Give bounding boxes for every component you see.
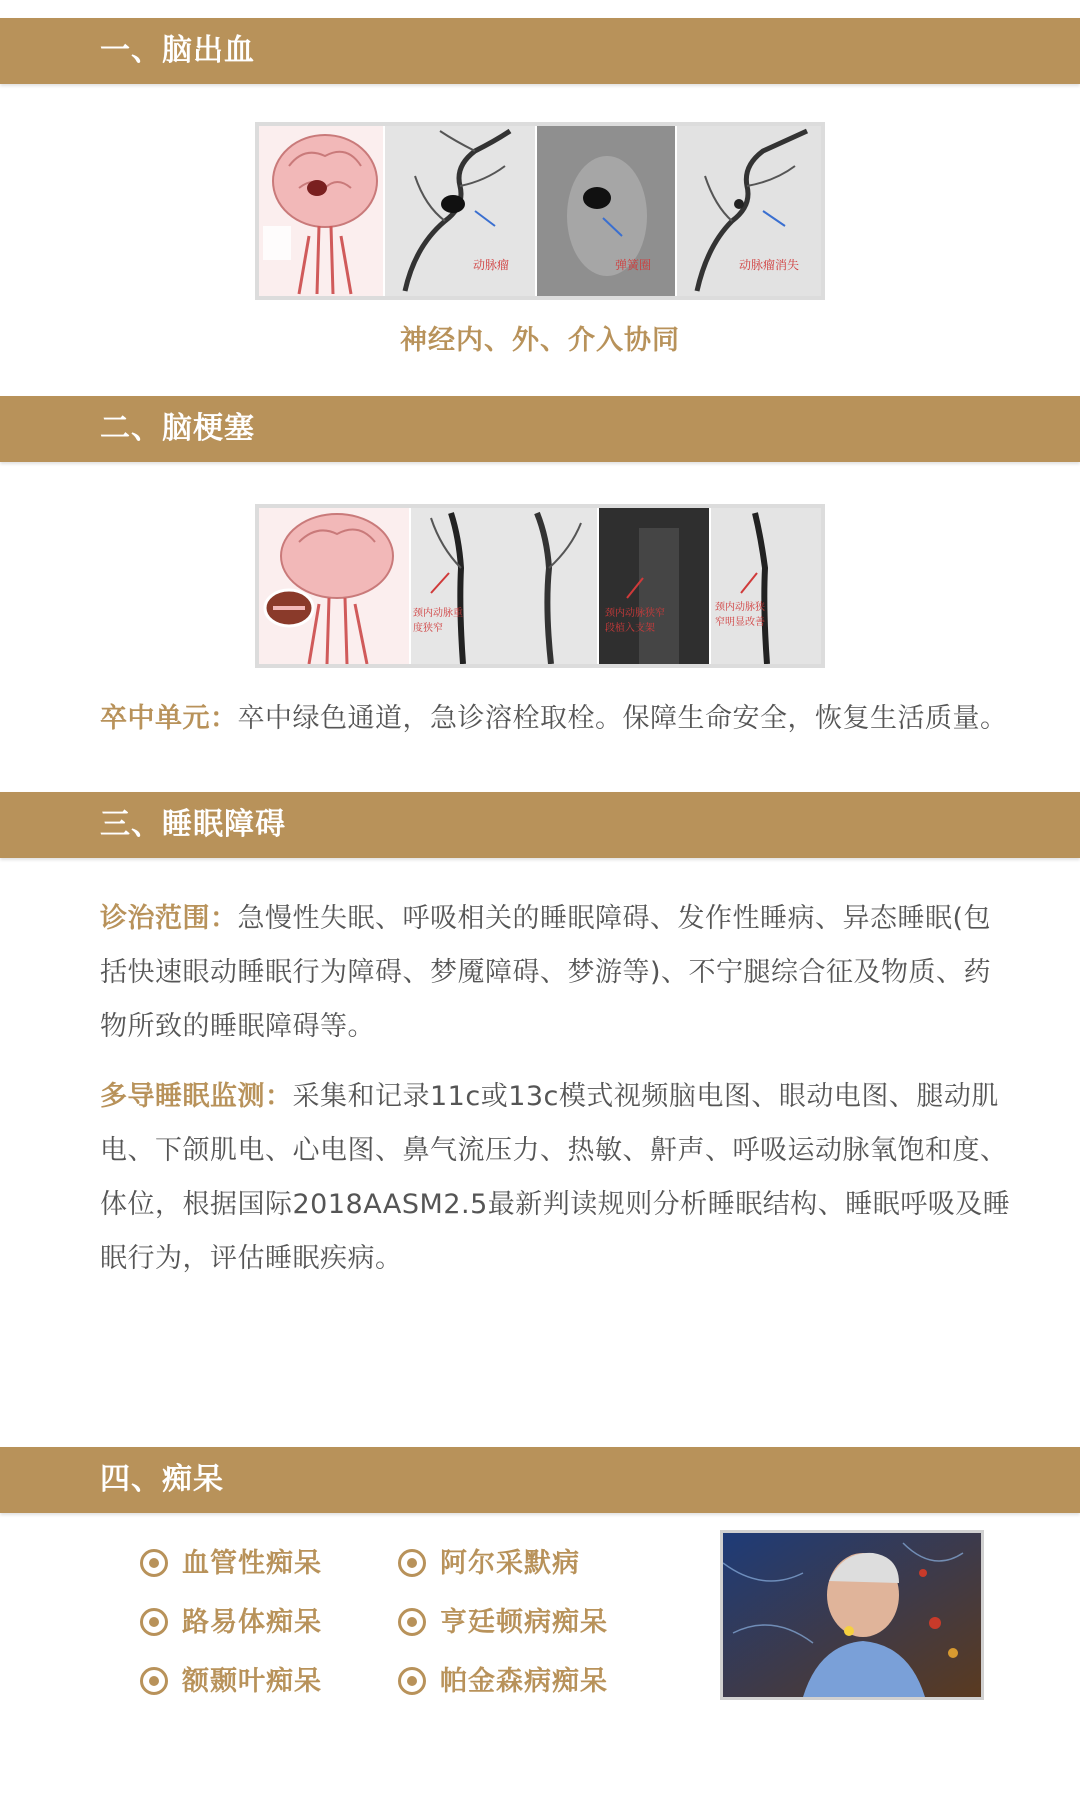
panel-label: 颈内动脉重度狭窄: [413, 608, 463, 634]
infarction-image-strip: [255, 504, 825, 668]
dementia-item: 帕金森病痴呆: [398, 1662, 608, 1702]
dementia-item: 亨廷顿病痴呆: [398, 1603, 608, 1643]
angiogram-resolved: [677, 126, 821, 296]
section-header-1: [0, 18, 1080, 84]
angiogram-improved: [711, 508, 821, 664]
paragraph-body: 急慢性失眠、呼吸相关的睡眠障碍、发作性睡病、异态睡眠(包括快速眼动睡眠行为障碍、梦魇障碍、梦游等)、不宁腿综合征及物质、药物所致的睡眠障碍等。: [100, 903, 992, 1042]
panel-label: 动脉瘤消失: [739, 258, 800, 272]
polysomnography-paragraph: [100, 1070, 1015, 1286]
paragraph-body: 采集和记录11c或13c模式视频脑电图、眼动电图、腿动肌电、下颌肌电、心电图、鼻气流压力、热敏、鼾声、呼吸运动脉氧饱和度、体位，根据国际2018AASM2.5最新判读规则分析睡眠结构、睡眠呼吸及睡眠行为，评估睡眠疾病。: [100, 1081, 1011, 1274]
angiogram-coil: [537, 126, 675, 296]
treatment-scope-paragraph: [100, 892, 1015, 1054]
section-title: 三、睡眠障碍: [100, 807, 286, 842]
section-header-4: [0, 1447, 1080, 1513]
paragraph-lead: 卒中单元：: [100, 703, 238, 734]
hemorrhage-image-strip: [255, 122, 825, 300]
section-title: 二、脑梗塞: [100, 411, 255, 446]
brain-illustration: [259, 126, 383, 296]
panel-label: 颈内动脉狭窄段植入支架: [605, 608, 665, 634]
section-header-2: [0, 396, 1080, 462]
paragraph-lead: 多导睡眠监测：: [100, 1081, 293, 1112]
section-header-3: [0, 792, 1080, 858]
section-title: 一、脑出血: [100, 33, 255, 68]
circle-bullet-icon: [398, 1549, 426, 1577]
dementia-item: 额颞叶痴呆: [140, 1662, 322, 1702]
stroke-unit-paragraph: [100, 692, 1015, 746]
dementia-item: 血管性痴呆: [140, 1544, 322, 1584]
angiogram-aneurysm: [385, 126, 535, 296]
circle-bullet-icon: [140, 1667, 168, 1695]
circle-bullet-icon: [140, 1608, 168, 1636]
dementia-item: 阿尔采默病: [398, 1544, 580, 1584]
panel-label: 弹簧圈: [615, 258, 652, 272]
circle-bullet-icon: [140, 1549, 168, 1577]
angiogram-stent: [599, 508, 709, 664]
section-title: 四、痴呆: [100, 1462, 224, 1497]
paragraph-body: 卒中绿色通道，急诊溶栓取栓。保障生命安全，恢复生活质量。: [237, 703, 1008, 734]
section1-caption: 神经内、外、介入协同: [400, 325, 680, 356]
circle-bullet-icon: [398, 1667, 426, 1695]
circle-bullet-icon: [398, 1608, 426, 1636]
elderly-man-photo: [720, 1530, 984, 1700]
brain-infarct-illustration: [259, 508, 409, 664]
panel-label: 动脉瘤: [473, 258, 510, 272]
panel-label: 颈内动脉狭窄明显改善: [715, 602, 765, 628]
dementia-item: 路易体痴呆: [140, 1603, 322, 1643]
angiogram-stenosis: [411, 508, 597, 664]
paragraph-lead: 诊治范围：: [100, 903, 238, 934]
